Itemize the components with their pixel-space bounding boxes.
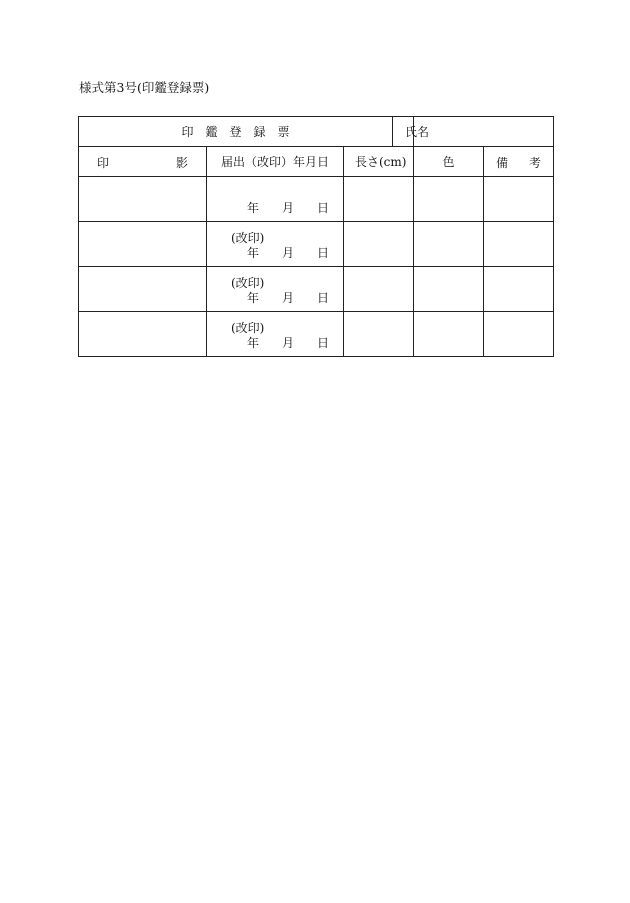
filing-date-cell[interactable] [207, 312, 344, 357]
name-value-field[interactable] [414, 117, 554, 147]
length-cell[interactable] [344, 267, 414, 312]
date-units: 年 月 日 [247, 246, 329, 260]
remarks-cell[interactable] [484, 222, 554, 267]
change-seal-label: (改印) [231, 321, 265, 335]
table-row [79, 312, 554, 357]
change-seal-label: (改印) [231, 276, 265, 290]
change-seal-label: (改印) [231, 231, 265, 245]
table-title: 印 鑑 登 録 票 [79, 117, 393, 147]
header-color: 色 [414, 147, 484, 177]
remarks-cell[interactable] [484, 267, 554, 312]
color-cell[interactable] [414, 312, 484, 357]
header-length: 長さ(cm) [344, 147, 414, 177]
name-label: 氏名 [393, 117, 414, 147]
seal-impression-cell[interactable] [79, 312, 207, 357]
date-units: 年 月 日 [247, 201, 329, 215]
color-cell[interactable] [414, 177, 484, 222]
filing-date-cell[interactable] [207, 177, 344, 222]
seal-impression-cell[interactable] [79, 177, 207, 222]
date-units: 年 月 日 [247, 336, 329, 350]
table-row [79, 177, 554, 222]
remarks-cell[interactable] [484, 177, 554, 222]
form-title: 様式第3号(印鑑登録票) [79, 80, 210, 95]
table-title-row [79, 117, 554, 147]
header-remarks: 備 考 [484, 147, 554, 177]
table-row [79, 267, 554, 312]
header-filing-date: 届出（改印）年月日 [207, 147, 344, 177]
seal-registration-table [78, 116, 554, 357]
seal-impression-cell[interactable] [79, 222, 207, 267]
filing-date-cell[interactable] [207, 222, 344, 267]
header-seal-impression: 印 影 [79, 147, 207, 177]
seal-impression-cell[interactable] [79, 267, 207, 312]
filing-date-cell[interactable] [207, 267, 344, 312]
date-units: 年 月 日 [247, 291, 329, 305]
column-header-row [79, 147, 554, 177]
length-cell[interactable] [344, 177, 414, 222]
length-cell[interactable] [344, 222, 414, 267]
remarks-cell[interactable] [484, 312, 554, 357]
length-cell[interactable] [344, 312, 414, 357]
color-cell[interactable] [414, 267, 484, 312]
color-cell[interactable] [414, 222, 484, 267]
table-row [79, 222, 554, 267]
